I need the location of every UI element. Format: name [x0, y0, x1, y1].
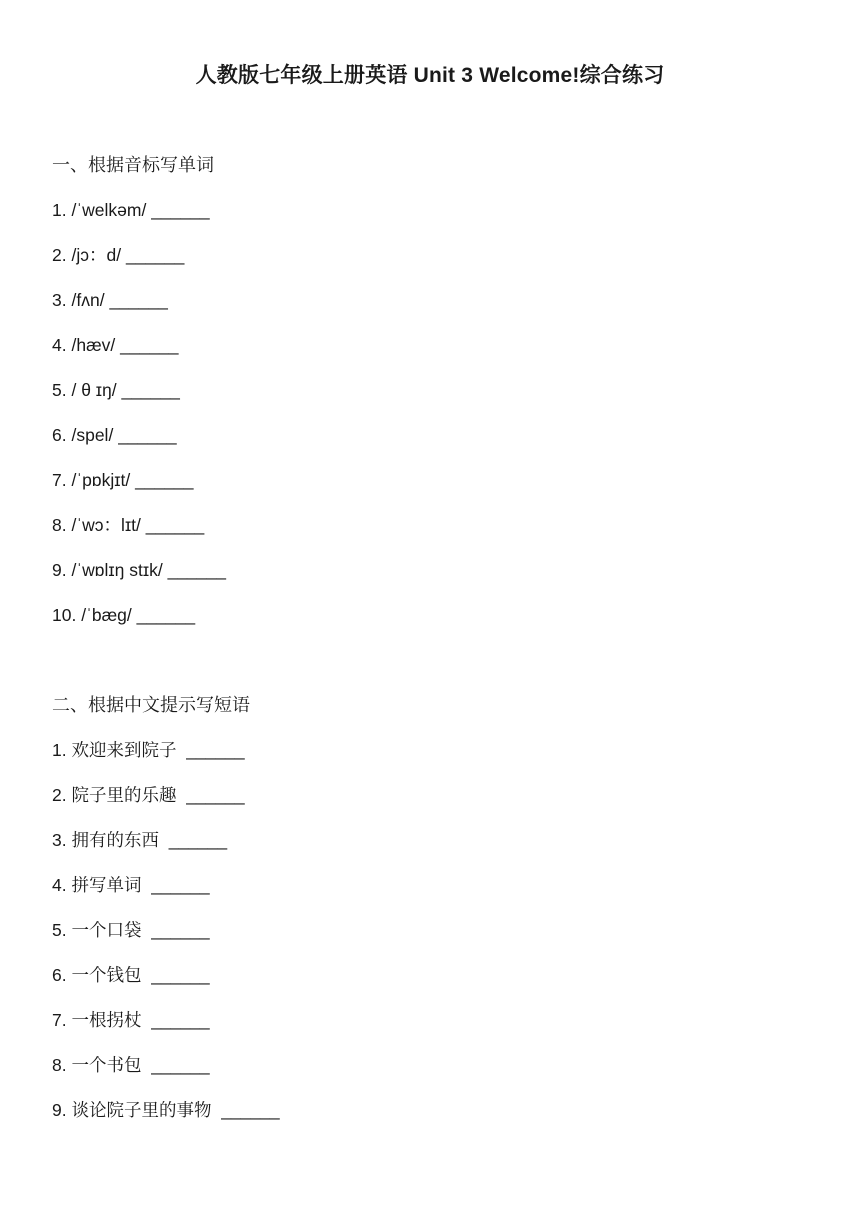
- answer-blank: ______: [221, 1100, 280, 1120]
- question-number: 9.: [52, 560, 67, 580]
- question-item: [52, 375, 812, 420]
- question-item: [52, 915, 812, 960]
- question-item: [52, 735, 812, 780]
- question-text: /hæv/: [71, 335, 116, 355]
- answer-blank: ______: [151, 1010, 210, 1030]
- answer-blank: ______: [135, 470, 194, 490]
- section-heading: 一、根据音标写单词: [52, 155, 214, 175]
- question-text: /ˈpɒkjɪt/: [71, 470, 131, 490]
- section-phrases: [52, 690, 812, 1140]
- question-item: [52, 960, 812, 1005]
- question-number: 3.: [52, 290, 67, 310]
- question-number: 5.: [52, 920, 67, 940]
- question-number: 2.: [52, 785, 67, 805]
- question-item: [52, 870, 812, 915]
- answer-blank: ______: [118, 425, 177, 445]
- question-text: / θ ɪŋ/: [71, 380, 117, 400]
- answer-blank: ______: [151, 920, 210, 940]
- question-number: 6.: [52, 425, 67, 445]
- document-title: 人教版七年级上册英语 Unit 3 Welcome!综合练习: [195, 64, 665, 87]
- section-phonetics: [52, 150, 812, 645]
- question-item: [52, 285, 812, 330]
- answer-blank: ______: [151, 965, 210, 985]
- question-text: 一个口袋: [71, 920, 142, 940]
- question-number: 7.: [52, 470, 67, 490]
- question-number: 5.: [52, 380, 67, 400]
- question-item: [52, 510, 812, 555]
- question-text: 欢迎来到院子: [71, 740, 177, 760]
- question-number: 6.: [52, 965, 67, 985]
- question-text: 院子里的乐趣: [71, 785, 177, 805]
- answer-blank: ______: [168, 830, 228, 850]
- answer-blank: ______: [121, 380, 180, 400]
- question-text: /ˈwelkəm/: [71, 200, 147, 220]
- question-text: /ˈwɒlɪŋ stɪk/: [71, 560, 163, 580]
- question-item: [52, 1050, 812, 1095]
- question-item: [52, 1005, 812, 1050]
- question-item: [52, 465, 812, 510]
- question-number: 1.: [52, 200, 67, 220]
- question-number: 7.: [52, 1010, 67, 1030]
- answer-blank: ______: [145, 515, 205, 535]
- question-text: 拼写单词: [71, 875, 142, 895]
- question-text: /jɔ：d/: [71, 245, 122, 265]
- answer-blank: ______: [125, 245, 185, 265]
- question-number: 3.: [52, 830, 67, 850]
- answer-blank: ______: [120, 335, 179, 355]
- question-text: 拥有的东西: [71, 830, 159, 850]
- question-number: 8.: [52, 515, 67, 535]
- question-number: 10.: [52, 605, 77, 625]
- question-text: 谈论院子里的事物: [71, 1100, 212, 1120]
- question-item: [52, 240, 812, 285]
- question-number: 4.: [52, 335, 67, 355]
- answer-blank: ______: [151, 200, 210, 220]
- question-text: /ˈbæɡ/: [81, 605, 132, 625]
- question-number: 4.: [52, 875, 67, 895]
- question-item: [52, 330, 812, 375]
- answer-blank: ______: [186, 740, 245, 760]
- question-item: [52, 1095, 812, 1140]
- question-list: [52, 195, 812, 645]
- section-heading: 二、根据中文提示写短语: [52, 695, 250, 715]
- question-number: 1.: [52, 740, 67, 760]
- question-item: [52, 780, 812, 825]
- question-item: [52, 555, 812, 600]
- answer-blank: ______: [109, 290, 168, 310]
- question-number: 9.: [52, 1100, 67, 1120]
- question-text: 一根拐杖: [71, 1010, 142, 1030]
- question-text: /spel/: [71, 425, 114, 445]
- question-text: /ˈwɔ：lɪt/: [71, 515, 141, 535]
- question-text: /fʌn/: [71, 290, 105, 310]
- question-item: [52, 825, 812, 870]
- question-item: [52, 195, 812, 240]
- answer-blank: ______: [136, 605, 196, 625]
- question-text: 一个书包: [71, 1055, 142, 1075]
- answer-blank: ______: [167, 560, 226, 580]
- question-text: 一个钱包: [71, 965, 142, 985]
- answer-blank: ______: [151, 875, 210, 895]
- answer-blank: ______: [186, 785, 245, 805]
- answer-blank: ______: [151, 1055, 210, 1075]
- question-item: [52, 600, 812, 645]
- question-number: 2.: [52, 245, 67, 265]
- question-list: [52, 735, 812, 1140]
- question-number: 8.: [52, 1055, 67, 1075]
- question-item: [52, 420, 812, 465]
